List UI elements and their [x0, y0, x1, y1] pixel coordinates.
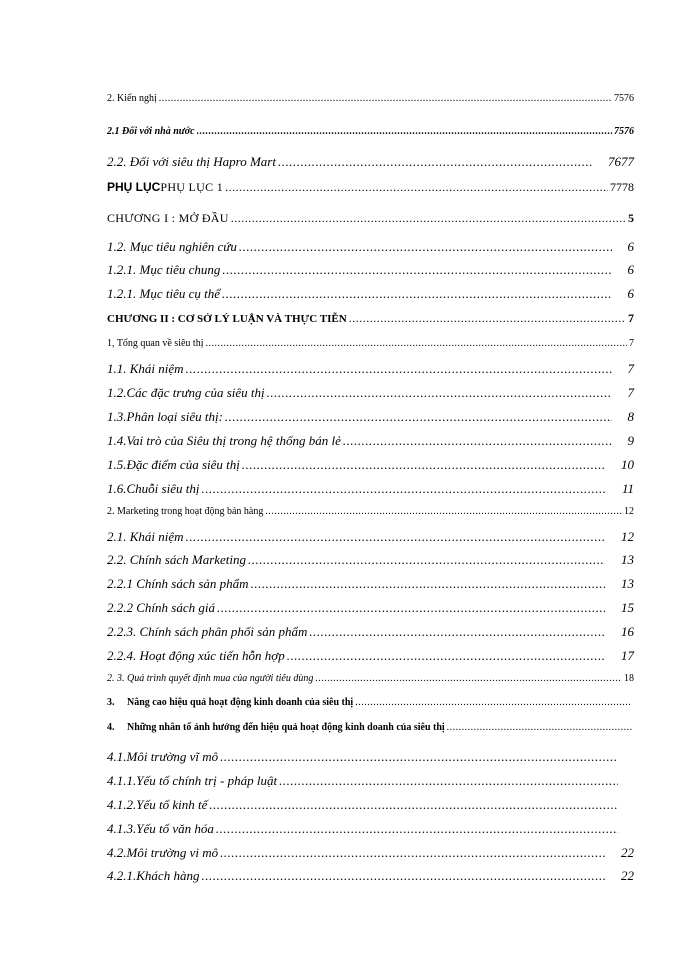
appendix-label: PHỤ LỤC 1: [160, 180, 224, 194]
toc-label: 2. 3. Quá trình quyết định mua của người tiêu dùng: [107, 673, 314, 684]
toc-label: 4. Những nhân tố ảnh hưởng đến hiệu quả hoạt động kinh doanh của siêu thị: [107, 722, 445, 733]
toc-entry[interactable]: [107, 624, 634, 640]
toc-page: 7576: [614, 126, 634, 137]
toc-label: 2.2.4. Hoạt động xúc tiến hỗn hợp: [107, 648, 285, 663]
dot-leader: [349, 311, 626, 326]
toc-label: 1.2.1. Mục tiêu cụ thể: [107, 286, 220, 301]
toc-label: 2.2. Đối với siêu thị Hapro Mart: [107, 154, 276, 169]
toc-page: 12: [621, 529, 634, 544]
toc-page: 7: [628, 311, 634, 325]
toc-page: 9: [627, 433, 634, 448]
toc-entry[interactable]: [107, 749, 620, 765]
dot-leader: [220, 749, 618, 765]
toc-page: 17: [621, 648, 634, 663]
toc-entry[interactable]: [107, 600, 634, 616]
dot-leader: [447, 722, 632, 733]
dot-leader: [222, 286, 612, 302]
toc-label: 3. Nâng cao hiệu quả hoạt động kinh doanh của siêu thị: [107, 697, 354, 708]
toc-entry[interactable]: [107, 385, 634, 401]
dot-leader: [248, 552, 605, 568]
toc-label: 4.2.Môi trường vi mô: [107, 845, 219, 860]
dot-leader: [222, 262, 611, 278]
toc-page: 7677: [608, 154, 634, 169]
toc-entry[interactable]: [107, 576, 634, 592]
toc-entry[interactable]: [107, 481, 634, 497]
toc-label: 1.2.Các đặc trưng của siêu thị: [107, 385, 265, 400]
toc-page: 7: [629, 338, 634, 349]
toc-entry[interactable]: [107, 126, 634, 137]
toc-page: 22: [621, 845, 634, 860]
toc-label: 1, Tổng quan về siêu thị: [107, 338, 204, 349]
toc-entry[interactable]: [107, 211, 634, 226]
dot-leader: [186, 529, 605, 545]
toc-page: 15: [621, 600, 634, 615]
toc-page: 6: [627, 286, 634, 301]
toc-label: 2.1 Đối với nhà nước: [107, 126, 195, 137]
dot-leader: [251, 576, 605, 592]
toc-entry[interactable]: [107, 409, 634, 425]
toc-label: 2.2.1 Chính sách sản phẩm: [107, 576, 249, 591]
dot-leader: [220, 845, 605, 861]
toc-label: 1.2. Mục tiêu nghiên cứu: [107, 239, 237, 254]
toc-page: 18: [624, 673, 634, 684]
toc-page: 8: [627, 409, 634, 424]
toc-label: CHƯƠNG I : MỞ ĐẦU: [107, 211, 229, 225]
toc-page: 7778: [610, 180, 634, 194]
toc-label: 1.5.Đặc điểm của siêu thị: [107, 457, 240, 472]
toc-entry[interactable]: [107, 180, 634, 195]
toc-page: 12: [624, 506, 634, 517]
toc-entry[interactable]: [107, 338, 634, 349]
dot-leader: [225, 180, 608, 195]
dot-leader: [279, 773, 618, 789]
toc-label: 2.2.2 Chính sách giá: [107, 600, 215, 615]
toc-page: 10: [621, 457, 634, 472]
toc-page: 13: [621, 576, 634, 591]
toc-label: 2. Marketing trong hoạt động bán hàng: [107, 506, 264, 517]
toc-entry[interactable]: [107, 648, 634, 664]
toc-entry[interactable]: [107, 286, 634, 302]
toc-label: [107, 180, 223, 195]
toc-page: 16: [621, 624, 634, 639]
dot-leader: [239, 239, 612, 255]
dot-leader: [186, 361, 612, 377]
toc-entry[interactable]: [107, 673, 634, 684]
toc-entry[interactable]: [107, 239, 634, 255]
toc-entry[interactable]: [107, 457, 634, 473]
appendix-heading: PHỤ LỤC: [107, 180, 161, 194]
toc-entry[interactable]: [107, 773, 620, 789]
dot-leader: [309, 624, 605, 640]
dot-leader: [315, 673, 622, 684]
toc-entry[interactable]: [107, 262, 634, 278]
dot-leader: [201, 868, 605, 884]
toc-label: CHƯƠNG II : CƠ SỞ LÝ LUẬN VÀ THỰC TIỄN: [107, 313, 347, 325]
toc-label: 4.1.1.Yếu tố chính trị - pháp luật: [107, 773, 278, 788]
toc-entry[interactable]: [107, 845, 634, 861]
toc-entry[interactable]: [107, 154, 634, 170]
dot-leader: [197, 126, 612, 137]
dot-leader: [287, 648, 605, 664]
toc-page: 13: [621, 552, 634, 567]
dot-leader: [231, 211, 626, 226]
toc-label: 1.3.Phân loại siêu thị:: [107, 409, 223, 424]
toc-page: 6: [627, 262, 634, 277]
toc-entry[interactable]: [107, 552, 634, 568]
toc-label: 2.2.3. Chính sách phân phối sản phẩm: [107, 624, 308, 639]
dot-leader: [355, 697, 632, 708]
toc-page: 5: [628, 211, 634, 225]
toc-label: 1.6.Chuỗi siêu thị: [107, 481, 200, 496]
toc-label: 1.2.1. Mục tiêu chung: [107, 262, 221, 277]
toc-label: 4.2.1.Khách hàng: [107, 868, 200, 883]
toc-entry[interactable]: [107, 529, 634, 545]
toc-label: 1.4.Vai trò của Siêu thị trong hệ thống bán lẻ: [107, 433, 341, 448]
toc-entry[interactable]: [107, 361, 634, 377]
dot-leader: [209, 797, 618, 813]
dot-leader: [278, 154, 592, 170]
toc-entry[interactable]: [107, 433, 634, 449]
toc-entry[interactable]: [107, 821, 620, 837]
toc-page: 11: [621, 481, 634, 496]
toc-page: 7: [627, 361, 634, 376]
toc-label: 4.1.Môi trường vĩ mô: [107, 749, 219, 764]
toc-entry[interactable]: [107, 722, 634, 733]
toc-entry[interactable]: [107, 797, 620, 813]
dot-leader: [265, 506, 622, 517]
dot-leader: [216, 821, 618, 837]
toc-entry[interactable]: [107, 868, 634, 884]
toc-entry[interactable]: [107, 506, 634, 517]
dot-leader: [225, 409, 612, 425]
toc-label: 2.1. Khái niệm: [107, 529, 184, 544]
toc-page: 7: [627, 385, 634, 400]
toc-entry[interactable]: [107, 93, 634, 104]
toc-entry[interactable]: [107, 697, 634, 708]
dot-leader: [217, 600, 605, 616]
toc-page: 7576: [614, 93, 634, 104]
dot-leader: [343, 433, 612, 449]
toc-label: 2.2. Chính sách Marketing: [107, 552, 247, 567]
dot-leader: [267, 385, 612, 401]
toc-page: 6: [627, 239, 634, 254]
toc-entry[interactable]: [107, 311, 634, 326]
toc-label: 4.1.3.Yếu tố văn hóa: [107, 821, 214, 836]
toc-label: 1.1. Khái niệm: [107, 361, 184, 376]
dot-leader: [205, 338, 627, 349]
toc-label: 2. Kiến nghị: [107, 93, 157, 104]
dot-leader: [201, 481, 606, 497]
toc-page: 22: [621, 868, 634, 883]
dot-leader: [159, 93, 612, 104]
toc-label: 4.1.2.Yếu tố kinh tế: [107, 797, 208, 812]
dot-leader: [242, 457, 605, 473]
